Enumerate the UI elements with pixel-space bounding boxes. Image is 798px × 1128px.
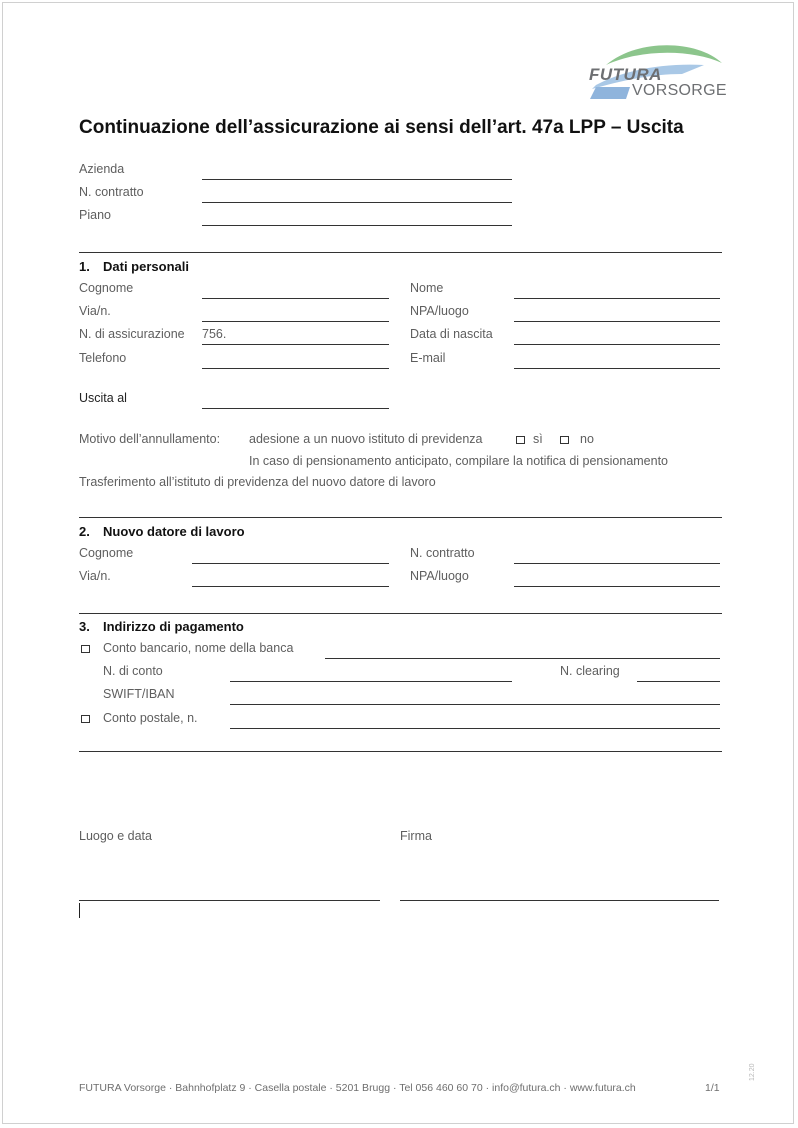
luogo-data-field[interactable] — [79, 900, 380, 901]
clearing-label: N. clearing — [560, 664, 620, 678]
swift-field[interactable] — [230, 704, 720, 705]
cognome-label: Cognome — [79, 281, 134, 295]
firma-label: Firma — [400, 829, 432, 843]
piano-label: Piano — [79, 208, 111, 222]
postale-field[interactable] — [230, 728, 720, 729]
datore-via-label: Via/n. — [79, 569, 111, 583]
page-number: 1/1 — [705, 1082, 720, 1094]
no-label: no — [580, 432, 594, 446]
banca-field[interactable] — [325, 658, 720, 659]
uscita-label: Uscita al — [79, 391, 127, 405]
firma-field[interactable] — [400, 900, 719, 901]
page-title: Continuazione dell’assicurazione ai sensi dell’art. 47a LPP – Uscita — [79, 117, 684, 138]
contratto-label: N. contratto — [79, 185, 144, 199]
azienda-label: Azienda — [79, 162, 125, 176]
banca-label: Conto bancario, nome della banca — [103, 641, 294, 655]
form-page — [2, 2, 794, 1124]
divider — [79, 252, 722, 253]
piano-field[interactable] — [202, 225, 512, 226]
assicurazione-value: 756. — [202, 327, 227, 341]
datore-cognome-label: Cognome — [79, 546, 134, 560]
banca-checkbox[interactable] — [81, 645, 90, 653]
logo-name: FUTURA — [589, 65, 662, 84]
npa-field[interactable] — [514, 321, 720, 322]
swift-label: SWIFT/IBAN — [103, 687, 175, 701]
divider — [79, 751, 722, 752]
npa-label: NPA/luogo — [410, 304, 469, 318]
assicurazione-field[interactable] — [202, 344, 389, 345]
text-cursor — [79, 903, 80, 918]
datore-npa-label: NPA/luogo — [410, 569, 469, 583]
postale-label: Conto postale, n. — [103, 711, 198, 725]
nome-label: Nome — [410, 281, 444, 295]
datore-contratto-label: N. contratto — [410, 546, 475, 560]
conto-label: N. di conto — [103, 664, 163, 678]
telefono-field[interactable] — [202, 368, 389, 369]
section1-number: 1. — [79, 259, 90, 274]
postale-checkbox[interactable] — [81, 715, 90, 723]
si-label: sì — [533, 432, 543, 446]
email-label: E-mail — [410, 351, 446, 365]
nascita-label: Data di nascita — [410, 327, 493, 341]
no-checkbox[interactable] — [560, 436, 569, 444]
futura-logo — [586, 41, 726, 101]
assicurazione-label: N. di assicurazione — [79, 327, 185, 341]
contratto-field[interactable] — [202, 202, 512, 203]
azienda-field[interactable] — [202, 179, 512, 180]
divider — [79, 613, 722, 614]
uscita-field[interactable] — [202, 408, 389, 409]
adesione-text: adesione a un nuovo istituto di previdenza — [249, 432, 483, 446]
datore-npa-field[interactable] — [514, 586, 720, 587]
section2-number: 2. — [79, 524, 90, 539]
logo-subname: VORSORGE — [632, 82, 727, 99]
motivo-label: Motivo dell’annullamento: — [79, 432, 221, 446]
cognome-field[interactable] — [202, 298, 389, 299]
version-code: 12.20 — [749, 1063, 756, 1081]
si-checkbox[interactable] — [516, 436, 525, 444]
section1-title: Dati personali — [103, 259, 189, 274]
section3-heading — [79, 619, 244, 634]
datore-via-field[interactable] — [192, 586, 389, 587]
via-field[interactable] — [202, 321, 389, 322]
trasferimento-note: Trasferimento all’istituto di previdenza del nuovo datore di lavoro — [79, 475, 436, 489]
pensionamento-note: In caso di pensionamento anticipato, compilare la notifica di pensionamento — [249, 454, 669, 468]
section2-title: Nuovo datore di lavoro — [103, 524, 245, 539]
datore-cognome-field[interactable] — [192, 563, 389, 564]
datore-contratto-field[interactable] — [514, 563, 720, 564]
via-label: Via/n. — [79, 304, 111, 318]
divider — [79, 517, 722, 518]
section1-heading — [79, 259, 189, 274]
nome-field[interactable] — [514, 298, 720, 299]
conto-field[interactable] — [230, 681, 512, 682]
section2-heading — [79, 524, 245, 539]
email-field[interactable] — [514, 368, 720, 369]
footer-address: FUTURA Vorsorge · Bahnhofplatz 9 · Casella postale · 5201 Brugg · Tel 056 460 60 70 · info@futura.ch · www.futura.ch — [79, 1082, 636, 1094]
section3-title: Indirizzo di pagamento — [103, 619, 244, 634]
luogo-data-label: Luogo e data — [79, 829, 152, 843]
telefono-label: Telefono — [79, 351, 127, 365]
clearing-field[interactable] — [637, 681, 720, 682]
nascita-field[interactable] — [514, 344, 720, 345]
section3-number: 3. — [79, 619, 90, 634]
